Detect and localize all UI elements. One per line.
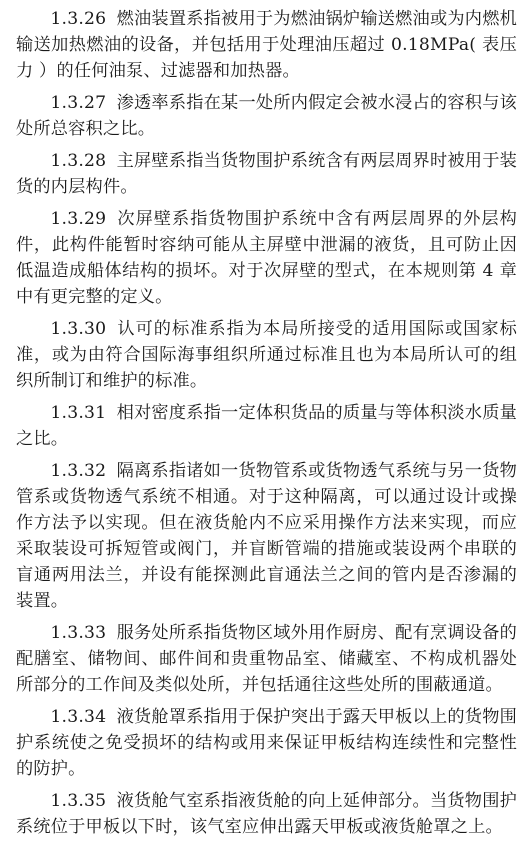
clause-text: 液货舱罩系指用于保护突出于露天甲板以上的货物围护系统使之免受损坏的结构或用来保证甲板结构连续性和完整性的防护。 — [16, 707, 517, 779]
clause-number: 1.3.33 — [50, 623, 107, 643]
clause-number: 1.3.35 — [50, 791, 107, 811]
paragraph-1-3-28 — [16, 148, 517, 200]
paragraph-1-3-32 — [16, 458, 517, 614]
clause-number: 1.3.34 — [50, 707, 107, 727]
clause-number: 1.3.27 — [50, 93, 107, 113]
clause-number: 1.3.30 — [50, 319, 107, 339]
clause-number: 1.3.26 — [50, 9, 107, 29]
clause-text: 相对密度系指一定体积货品的质量与等体积淡水质量之比。 — [16, 403, 517, 449]
paragraph-1-3-33 — [16, 620, 517, 698]
clause-number: 1.3.28 — [50, 151, 107, 171]
document-page — [16, 6, 517, 846]
clause-number: 1.3.31 — [50, 403, 107, 423]
paragraph-1-3-26 — [16, 6, 517, 84]
clause-text: 渗透率系指在某一处所内假定会被水浸占的容积与该处所总容积之比。 — [16, 93, 517, 139]
clause-number: 1.3.29 — [50, 209, 107, 229]
paragraph-1-3-30 — [16, 316, 517, 394]
paragraph-1-3-29 — [16, 206, 517, 310]
clause-text: 次屏壁系指货物围护系统中含有两层周界的外层构件，此构件能暂时容纳可能从主屏壁中泄漏的液货，且可防止因低温造成船体结构的损坏。对于次屏壁的型式，在本规则第 4 章中有更完整的定义。 — [16, 209, 517, 307]
clause-text: 认可的标准系指为本局所接受的适用国际或国家标准，或为由符合国际海事组织所通过标准且也为本局所认可的组织所制订和维护的标准。 — [16, 319, 517, 391]
clause-text: 主屏壁系指当货物围护系统含有两层周界时被用于装货的内层构件。 — [16, 151, 517, 197]
clause-text: 液货舱气室系指液货舱的向上延伸部分。当货物围护系统位于甲板以下时，该气室应伸出露天甲板或液货舱罩之上。 — [16, 791, 517, 837]
clause-text: 服务处所系指货物区域外用作厨房、配有烹调设备的配膳室、储物间、邮件间和贵重物品室、储藏室、不构成机器处所部分的工作间及类似处所，并包括通往这些处所的围蔽通道。 — [16, 623, 517, 695]
paragraph-1-3-34 — [16, 704, 517, 782]
clause-number: 1.3.32 — [50, 461, 107, 481]
paragraph-1-3-31 — [16, 400, 517, 452]
clause-text: 燃油装置系指被用于为燃油锅炉输送燃油或为内燃机输送加热燃油的设备，并包括用于处理油压超过 0.18MPa( 表压力 ）的任何油泵、过滤器和加热器。 — [16, 9, 517, 81]
paragraph-1-3-27 — [16, 90, 517, 142]
paragraph-1-3-35 — [16, 788, 517, 840]
clause-text: 隔离系指诸如一货物管系或货物透气系统与另一货物管系或货物透气系统不相通。对于这种隔离，可以通过设计或操作方法予以实现。但在液货舱内不应采用操作方法来实现，而应采取装设可拆短管或阀门，并盲断管端的措施或装设两个串联的盲通两用法兰，并设有能探测此盲通法兰之间的管内是否渗漏的装置。 — [16, 461, 517, 611]
